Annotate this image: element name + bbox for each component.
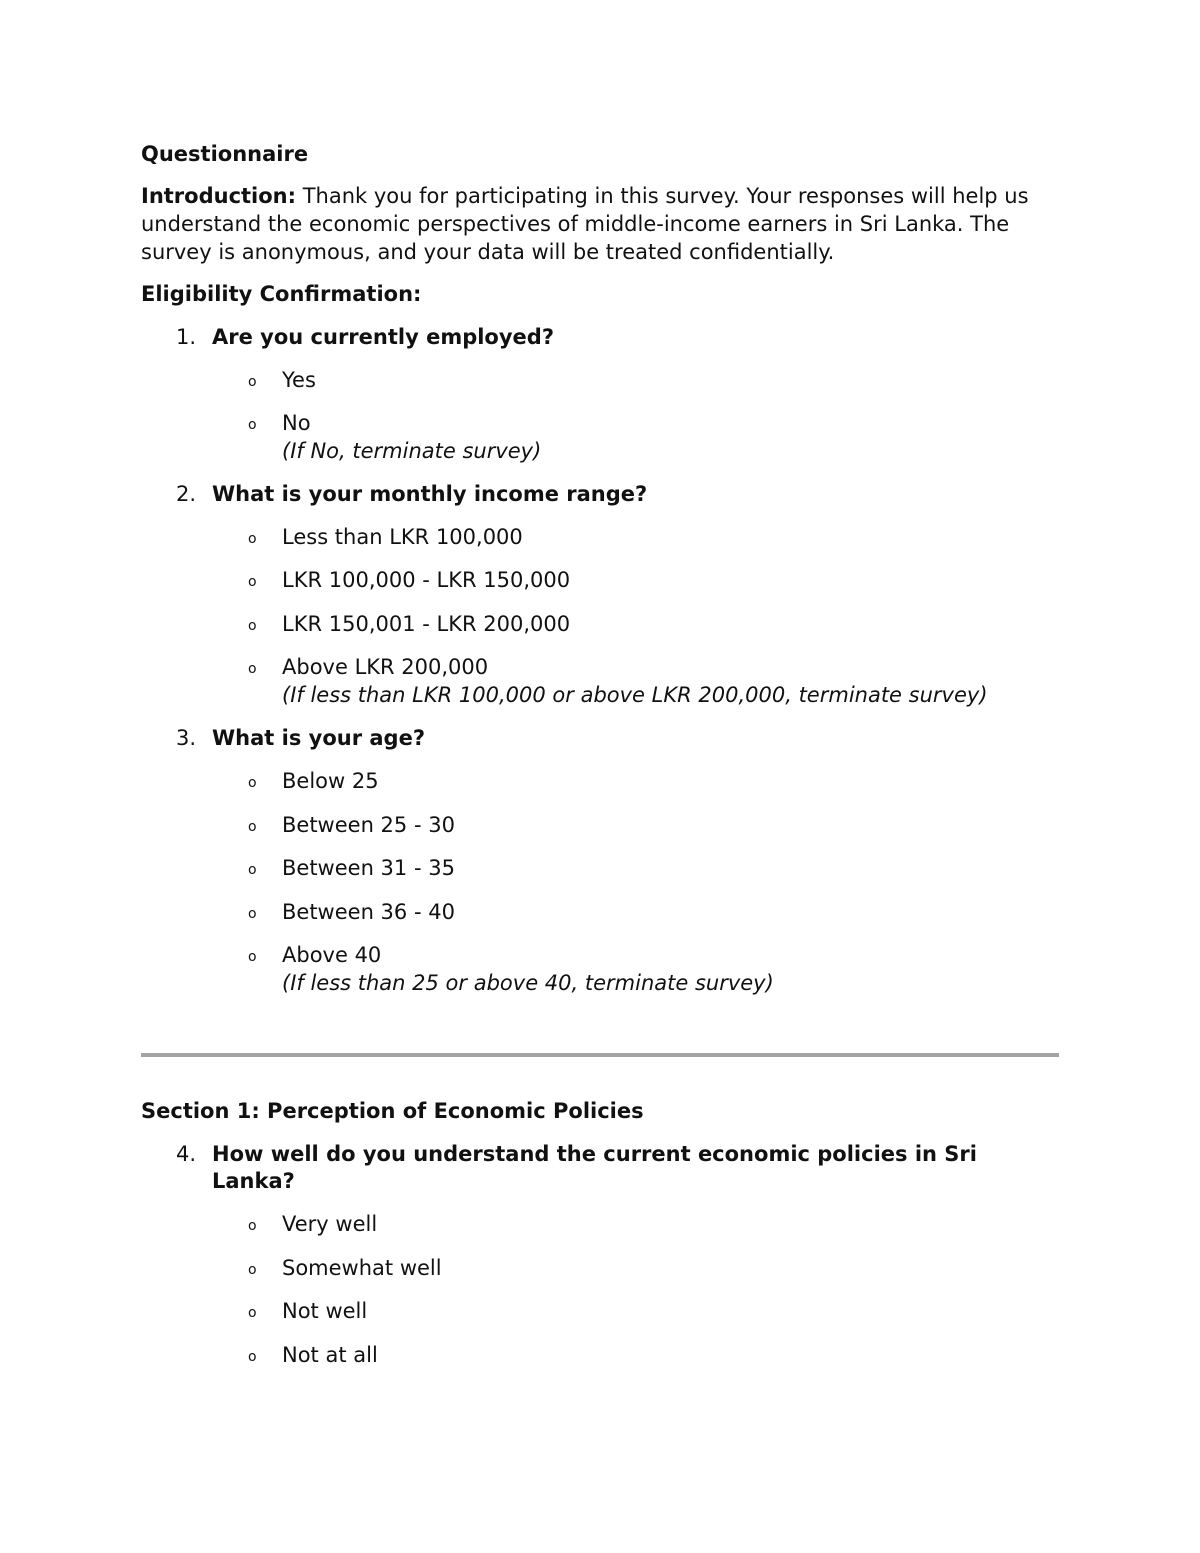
intro-line-3: survey is anonymous, and your data will be treated confidentially. bbox=[141, 240, 835, 264]
q3-number: 3. bbox=[176, 726, 197, 750]
q2-option: LKR 100,000 - LKR 150,000 bbox=[282, 568, 571, 592]
q2-option: LKR 150,001 - LKR 200,000 bbox=[282, 612, 571, 636]
intro-line-2: understand the economic perspectives of middle-income earners in Sri Lanka. The bbox=[141, 212, 1010, 236]
bullet-icon: o bbox=[248, 906, 257, 922]
bullet-icon: o bbox=[248, 374, 257, 390]
bullet-icon: o bbox=[248, 949, 257, 965]
q3-option: Between 25 - 30 bbox=[282, 813, 455, 837]
q2-number: 2. bbox=[176, 482, 197, 506]
bullet-icon: o bbox=[248, 1305, 257, 1321]
bullet-icon: o bbox=[248, 618, 257, 634]
bullet-icon: o bbox=[248, 1218, 257, 1234]
q1-option: No bbox=[282, 411, 311, 435]
q4-option: Not well bbox=[282, 1299, 368, 1323]
section-divider bbox=[141, 1053, 1059, 1057]
intro-label: Introduction: bbox=[141, 184, 297, 208]
q3-option: Above 40 bbox=[282, 943, 382, 967]
q4-option: Very well bbox=[282, 1212, 378, 1236]
bullet-icon: o bbox=[248, 775, 257, 791]
bullet-icon: o bbox=[248, 819, 257, 835]
intro-line-1 bbox=[141, 186, 1029, 207]
q3-option: Between 36 - 40 bbox=[282, 900, 455, 924]
q2-text: What is your monthly income range? bbox=[212, 482, 648, 506]
eligibility-heading: Eligibility Confirmation: bbox=[141, 282, 422, 306]
q3-option: Below 25 bbox=[282, 769, 379, 793]
intro-text-1: Thank you for participating in this survey. Your responses will help us bbox=[296, 184, 1029, 208]
bullet-icon: o bbox=[248, 1349, 257, 1365]
bullet-icon: o bbox=[248, 417, 257, 433]
q4-number: 4. bbox=[176, 1142, 197, 1166]
q2-note: (If less than LKR 100,000 or above LKR 200,000, terminate survey) bbox=[282, 683, 988, 707]
bullet-icon: o bbox=[248, 531, 257, 547]
page-title: Questionnaire bbox=[141, 142, 309, 166]
section1-heading: Section 1: Perception of Economic Policies bbox=[141, 1099, 644, 1123]
bullet-icon: o bbox=[248, 574, 257, 590]
q2-option: Less than LKR 100,000 bbox=[282, 525, 523, 549]
q1-note: (If No, terminate survey) bbox=[282, 439, 542, 463]
q1-option: Yes bbox=[282, 368, 316, 392]
q1-text: Are you currently employed? bbox=[212, 325, 555, 349]
q1-number: 1. bbox=[176, 325, 197, 349]
q3-option: Between 31 - 35 bbox=[282, 856, 455, 880]
q4-option: Somewhat well bbox=[282, 1256, 442, 1280]
q3-note: (If less than 25 or above 40, terminate survey) bbox=[282, 971, 774, 995]
q2-option: Above LKR 200,000 bbox=[282, 655, 489, 679]
q4-text-line-2: Lanka? bbox=[212, 1169, 295, 1193]
bullet-icon: o bbox=[248, 661, 257, 677]
q4-text-line-1: How well do you understand the current economic policies in Sri bbox=[212, 1142, 977, 1166]
q4-option: Not at all bbox=[282, 1343, 378, 1367]
bullet-icon: o bbox=[248, 862, 257, 878]
q3-text: What is your age? bbox=[212, 726, 426, 750]
bullet-icon: o bbox=[248, 1262, 257, 1278]
